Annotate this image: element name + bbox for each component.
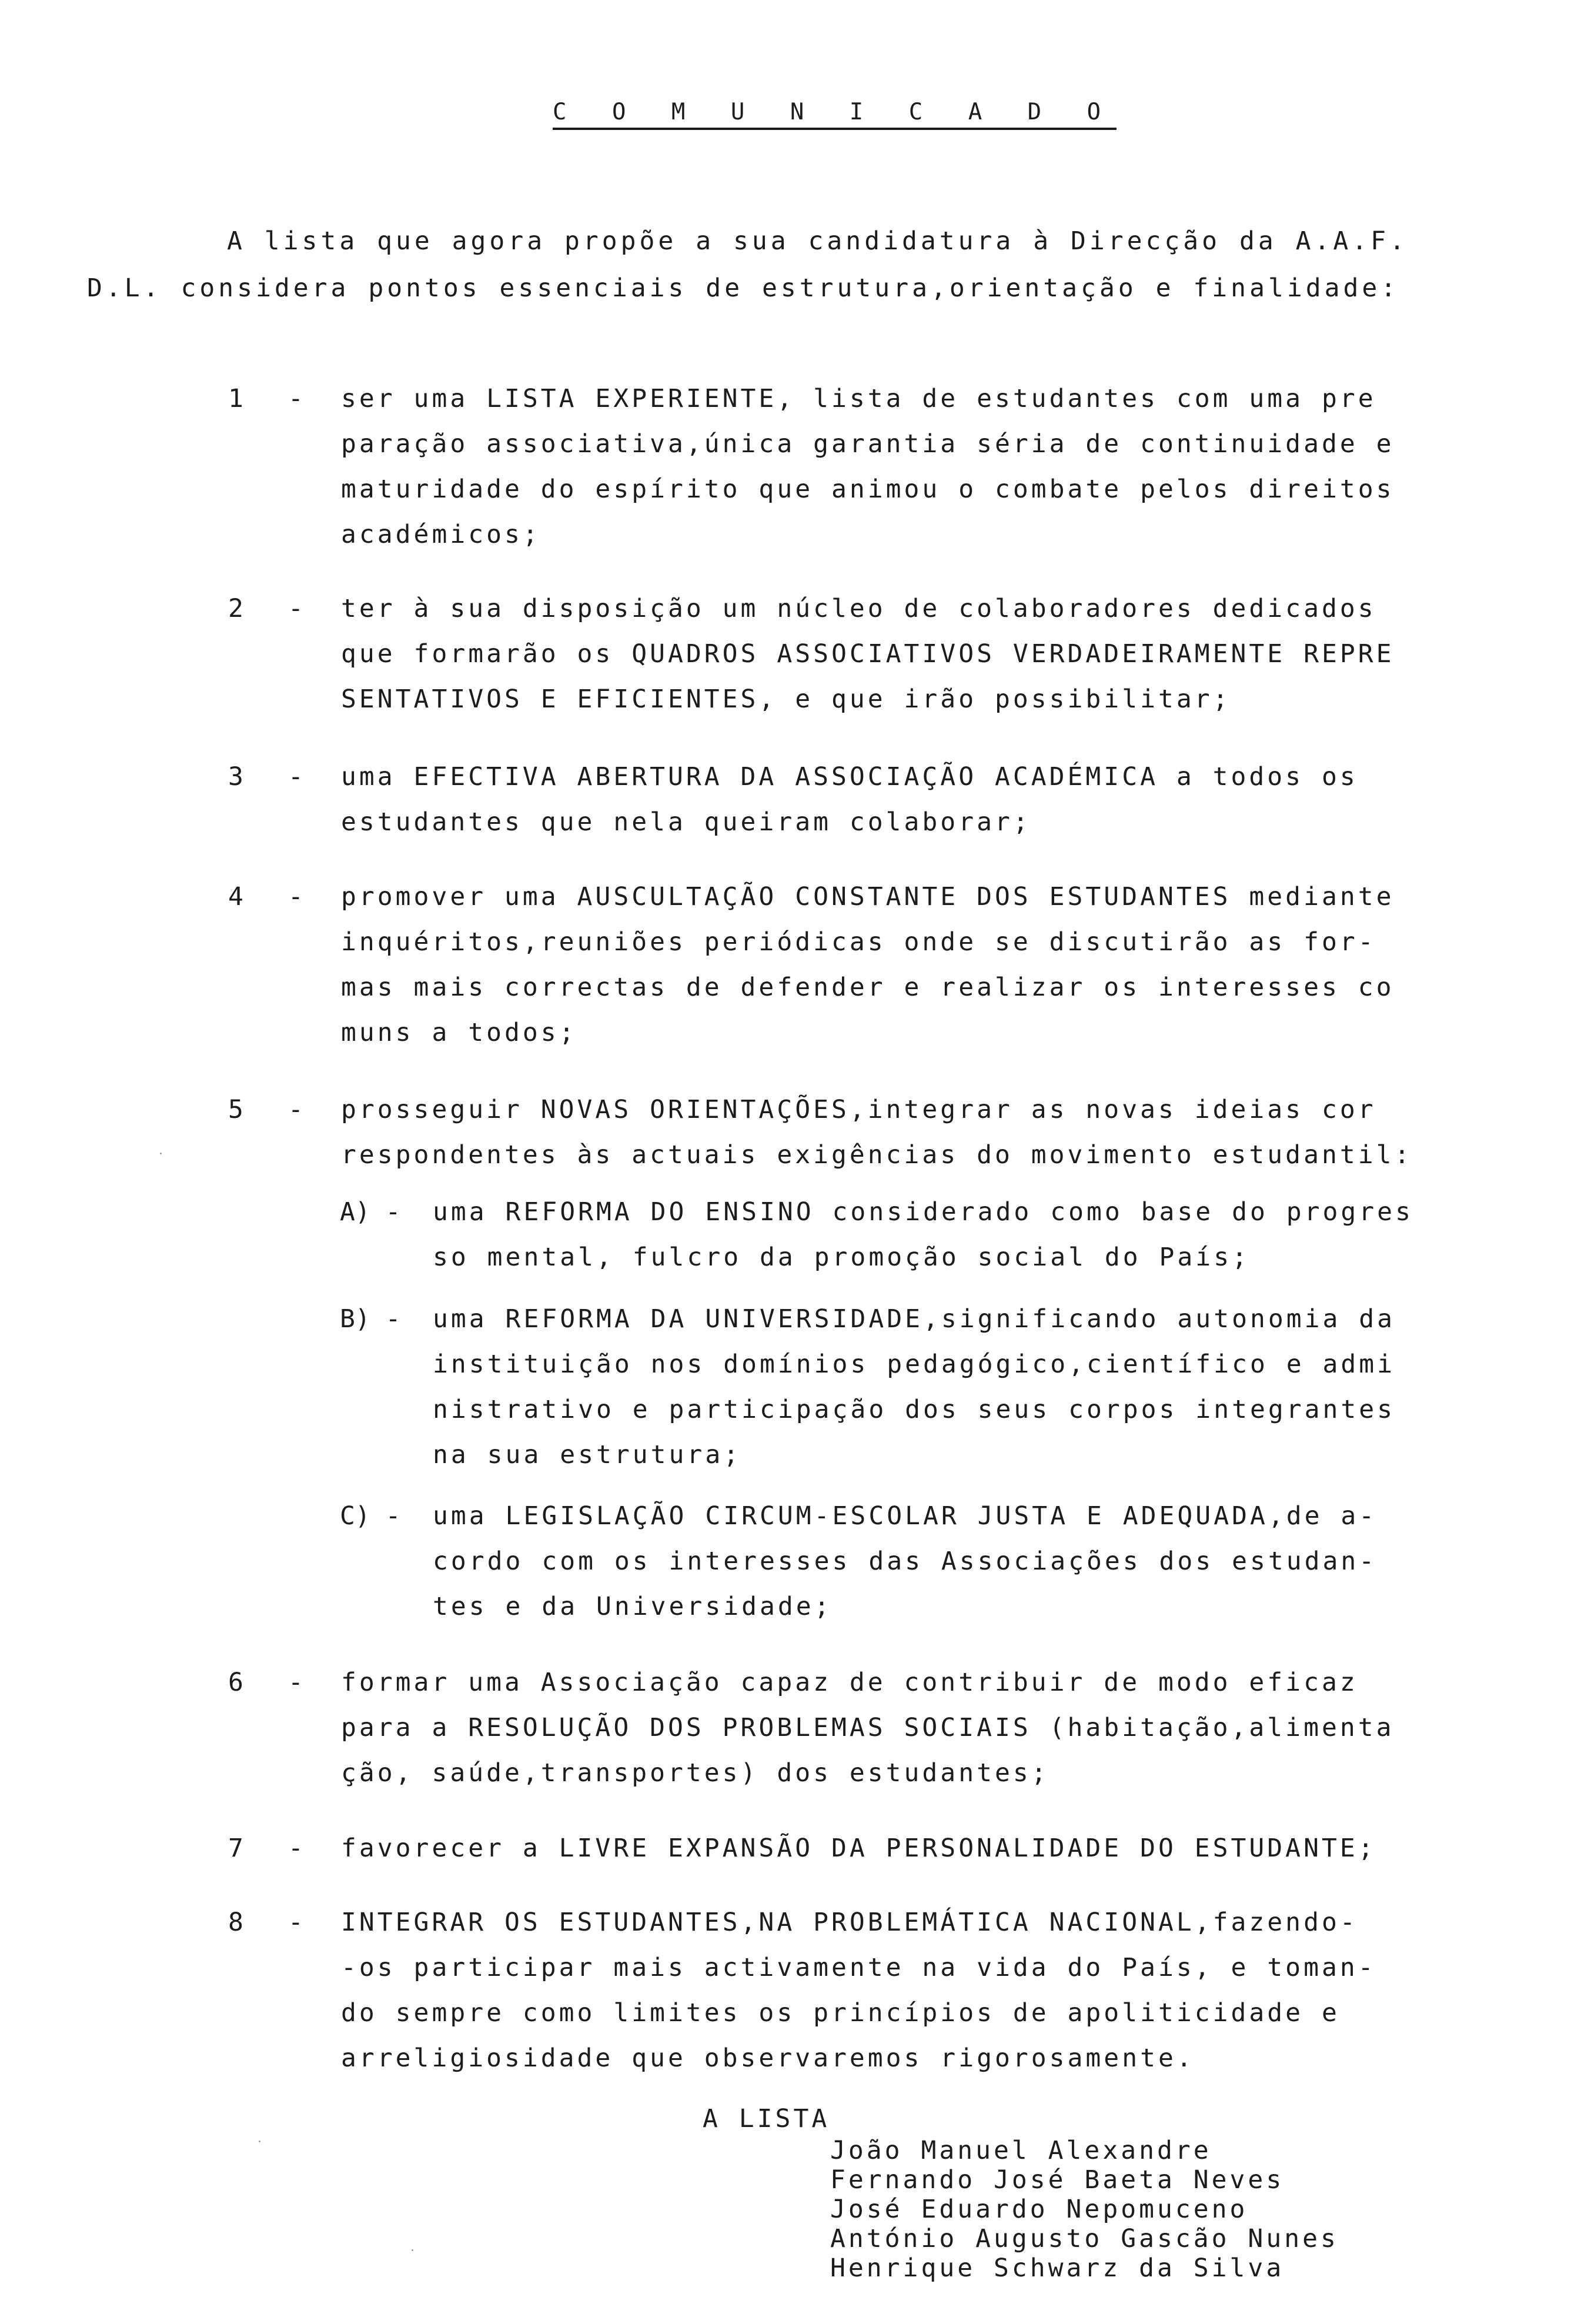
item-line: prosseguir NOVAS ORIENTAÇÕES,integrar as novas ideias cor	[341, 1095, 1376, 1124]
item-line: INTEGRAR OS ESTUDANTES,NA PROBLEMÁTICA NACIONAL,fazendo-	[341, 1908, 1358, 1937]
item-line: que formarão os QUADROS ASSOCIATIVOS VERDADEIRAMENTE REPRE	[341, 639, 1395, 669]
item-line: para a RESOLUÇÃO DOS PROBLEMAS SOCIAIS (habitação,alimenta	[341, 1713, 1395, 1742]
item-dash: -	[288, 1908, 303, 1937]
item-line: favorecer a LIVRE EXPANSÃO DA PERSONALIDADE DO ESTUDANTE;	[341, 1834, 1376, 1863]
intro-line: D.L. considera pontos essenciais de estrutura,orientação e finalidade:	[87, 273, 1400, 303]
subitem-line: so mental, fulcro da promoção social do País;	[433, 1243, 1250, 1272]
item-line: respondentes às actuais exigências do movimento estudantil:	[341, 1140, 1413, 1170]
item-line: promover uma AUSCULTAÇÃO CONSTANTE DOS ESTUDANTES mediante	[341, 882, 1395, 911]
item-line: formar uma Associação capaz de contribuir de modo eficaz	[341, 1668, 1358, 1697]
paper-speck	[160, 1153, 162, 1154]
item-line: uma EFECTIVA ABERTURA DA ASSOCIAÇÃO ACADÉMICA a todos os	[341, 762, 1358, 792]
item-line: maturidade do espírito que animou o combate pelos direitos	[341, 475, 1395, 504]
item-number: 4	[228, 882, 243, 911]
item-dash: -	[288, 1834, 303, 1863]
paper-speck	[412, 2249, 413, 2251]
item-line: paração associativa,única garantia séria de continuidade e	[341, 429, 1395, 459]
subitem-label: C) -	[340, 1501, 401, 1531]
intro-line: A lista que agora propõe a sua candidatura à Direcção da A.A.F.	[227, 226, 1408, 256]
item-dash: -	[288, 1095, 303, 1124]
item-dash: -	[288, 1668, 303, 1697]
item-line: mas mais correctas de defender e realizar os interesses co	[341, 973, 1395, 1002]
item-line: muns a todos;	[341, 1018, 577, 1047]
item-line: ter à sua disposição um núcleo de colaboradores dedicados	[341, 594, 1376, 623]
subitem-line: na sua estrutura;	[433, 1440, 742, 1470]
subitem-line: uma REFORMA DO ENSINO considerado como base do progres	[433, 1197, 1413, 1227]
item-line: académicos;	[341, 520, 541, 549]
item-number: 7	[228, 1834, 243, 1863]
subitem-line: uma REFORMA DA UNIVERSIDADE,significando autonomia da	[433, 1304, 1396, 1334]
signature-name: José Eduardo Nepomuceno	[830, 2195, 1248, 2224]
signature-name: João Manuel Alexandre	[830, 2136, 1212, 2165]
subitem-line: nistrativo e participação dos seus corpos integrantes	[433, 1395, 1396, 1424]
paper-speck	[259, 2141, 260, 2142]
item-line: -os participar mais activamente na vida do País, e toman-	[341, 1953, 1376, 1982]
item-line: inquéritos,reuniões periódicas onde se discutirão as for-	[341, 927, 1376, 957]
subitem-line: tes e da Universidade;	[433, 1592, 833, 1621]
item-dash: -	[288, 594, 303, 623]
item-number: 2	[228, 594, 243, 623]
item-dash: -	[288, 882, 303, 911]
signature-name: Henrique Schwarz da Silva	[830, 2253, 1285, 2283]
signature-name: António Augusto Gascão Nunes	[830, 2224, 1339, 2253]
document-title: C O M U N I C A D O	[553, 99, 1117, 130]
item-line: ção, saúde,transportes) dos estudantes;	[341, 1758, 1049, 1788]
item-number: 6	[228, 1668, 243, 1697]
item-number: 3	[228, 762, 243, 792]
item-dash: -	[288, 762, 303, 792]
subitem-line: uma LEGISLAÇÃO CIRCUM-ESCOLAR JUSTA E ADEQUADA,de a-	[433, 1501, 1378, 1531]
subitem-label: B) -	[340, 1304, 401, 1334]
item-line: do sempre como limites os princípios de apoliticidade e	[341, 1998, 1340, 2028]
subitem-line: instituição nos domínios pedagógico,científico e admi	[433, 1350, 1396, 1379]
item-line: ser uma LISTA EXPERIENTE, lista de estudantes com uma pre	[341, 384, 1376, 413]
item-dash: -	[288, 384, 303, 413]
signature-heading: A LISTA	[703, 2104, 830, 2133]
signature-name: Fernando José Baeta Neves	[830, 2165, 1285, 2195]
item-line: arreligiosidade que observaremos rigorosamente.	[341, 2043, 1195, 2073]
subitem-line: cordo com os interesses das Associações dos estudan-	[433, 1547, 1378, 1576]
item-line: SENTATIVOS E EFICIENTES, e que irão possibilitar;	[341, 684, 1231, 714]
item-number: 8	[228, 1908, 243, 1937]
item-number: 1	[228, 384, 243, 413]
item-number: 5	[228, 1095, 243, 1124]
item-line: estudantes que nela queiram colaborar;	[341, 807, 1031, 837]
subitem-label: A) -	[340, 1197, 401, 1227]
